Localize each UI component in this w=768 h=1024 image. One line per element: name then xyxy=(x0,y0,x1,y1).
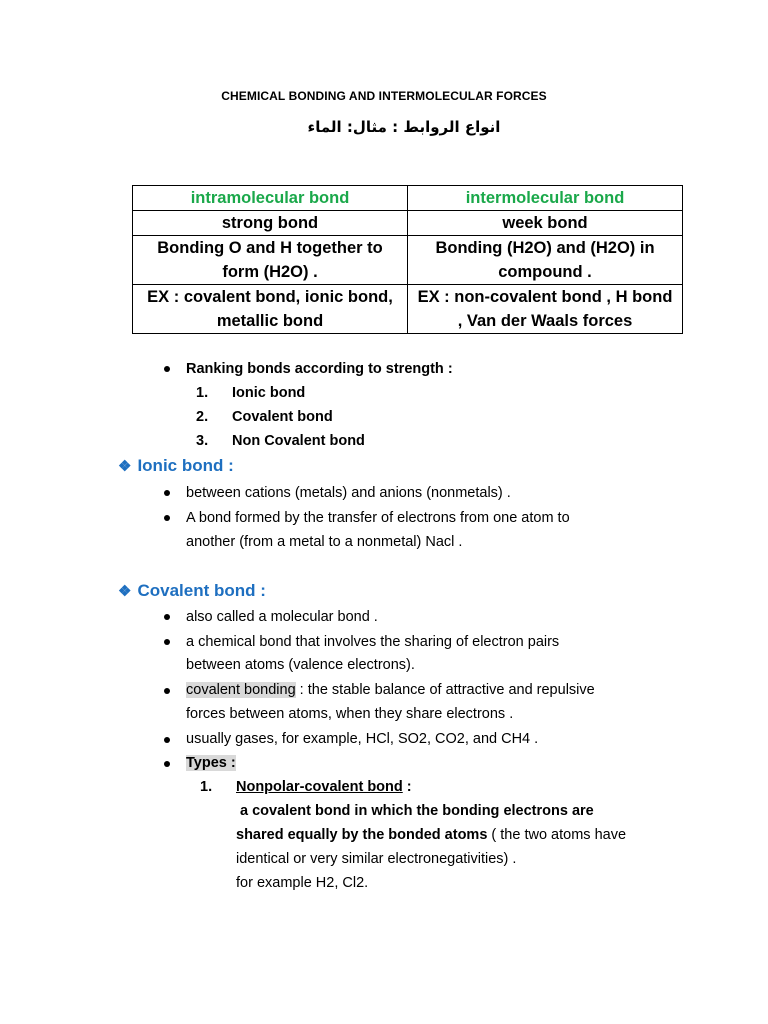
types-label: Types : xyxy=(186,755,236,771)
table-cell: EX : covalent bond, ionic bond, metallic bond xyxy=(133,285,408,334)
list-item: Covalent bond xyxy=(232,409,333,425)
bond-comparison-table xyxy=(132,185,683,334)
list-item xyxy=(186,678,595,702)
table-cell: Bonding O and H together to form (H2O) . xyxy=(133,236,408,285)
list-number: 3. xyxy=(196,433,209,449)
bullet-icon xyxy=(164,614,170,620)
list-item xyxy=(186,751,236,775)
list-number: 1. xyxy=(200,779,213,795)
list-item-continued: another (from a metal to a nonmetal) Nacl . xyxy=(186,534,463,550)
list-item: a chemical bond that involves the sharing of electron pairs xyxy=(186,634,560,650)
list-item: Non Covalent bond xyxy=(232,433,365,449)
bullet-icon xyxy=(164,639,170,645)
table-cell: strong bond xyxy=(133,211,408,236)
table-row xyxy=(133,236,683,285)
ionic-heading-text: Ionic bond : xyxy=(137,456,234,475)
ionic-heading xyxy=(118,454,234,479)
table-cell: week bond xyxy=(408,211,683,236)
table-row xyxy=(133,285,683,334)
bullet-icon xyxy=(164,688,170,694)
list-number: 1. xyxy=(196,385,209,401)
type-definition-bold: shared equally by the bonded atoms xyxy=(236,827,488,843)
definition-text: : the stable balance of attractive and repulsive xyxy=(295,682,595,698)
covalent-heading xyxy=(118,579,266,604)
type-definition xyxy=(236,823,626,847)
list-item-continued: forces between atoms, when they share electrons . xyxy=(186,706,514,722)
header-intramolecular: intramolecular bond xyxy=(133,186,408,211)
highlighted-term: covalent bonding xyxy=(186,682,296,698)
type-title-text: Nonpolar-covalent bond xyxy=(236,779,403,795)
diamond-bullet-icon: ❖ xyxy=(118,583,132,600)
table-header-row xyxy=(133,186,683,211)
list-item: Ionic bond xyxy=(232,385,306,401)
bullet-icon xyxy=(164,366,170,372)
diamond-bullet-icon: ❖ xyxy=(118,458,132,475)
list-item-continued: between atoms (valence electrons). xyxy=(186,657,415,673)
table-row xyxy=(133,211,683,236)
type-definition: a covalent bond in which the bonding electrons are xyxy=(236,803,594,819)
list-item: between cations (metals) and anions (nonmetals) . xyxy=(186,485,511,501)
bullet-icon xyxy=(164,761,170,767)
bullet-icon xyxy=(164,490,170,496)
type-title xyxy=(236,775,412,799)
table-cell: Bonding (H2O) and (H2O) in compound . xyxy=(408,236,683,285)
page-title: CHEMICAL BONDING AND INTERMOLECULAR FORCES xyxy=(221,89,547,103)
list-number: 2. xyxy=(196,409,209,425)
type-title-colon: : xyxy=(402,779,412,795)
arabic-subtitle: انواع الروابط : مثال: الماء xyxy=(307,118,501,136)
ranking-label: Ranking bonds according to strength : xyxy=(186,361,453,377)
type-example: for example H2, Cl2. xyxy=(236,875,369,891)
list-item: usually gases, for example, HCl, SO2, CO2, and CH4 . xyxy=(186,731,539,747)
list-item: also called a molecular bond . xyxy=(186,609,378,625)
header-intermolecular: intermolecular bond xyxy=(408,186,683,211)
type-definition-rest: ( the two atoms have xyxy=(487,827,627,843)
bullet-icon xyxy=(164,737,170,743)
covalent-heading-text: Covalent bond : xyxy=(137,581,266,600)
list-item: A bond formed by the transfer of electrons from one atom to xyxy=(186,510,570,526)
table-cell: EX : non-covalent bond , H bond , Van der Waals forces xyxy=(408,285,683,334)
type-definition: identical or very similar electronegativities) . xyxy=(236,851,517,867)
bullet-icon xyxy=(164,515,170,521)
